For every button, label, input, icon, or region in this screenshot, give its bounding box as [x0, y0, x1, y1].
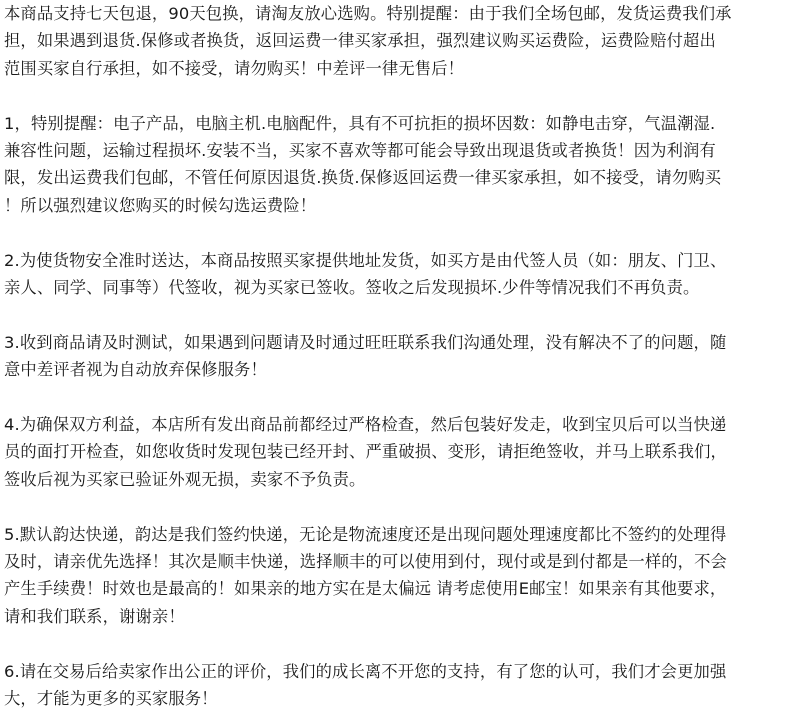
- text-line: 担，如果遇到退货.保修或者换货，返回运费一律买家承担，强烈建议购买运费险，运费险赔付超出: [4, 31, 716, 51]
- text-line: 及时，请亲优先选择！其次是顺丰快递，选择顺丰的可以使用到付，现付或是到付都是一样的，不会: [4, 552, 727, 572]
- text-line: 范围买家自行承担，如不接受，请勿购买！中差评一律无售后！: [4, 58, 465, 78]
- text-line: 6.请在交易后给卖家作出公正的评价，我们的成长离不开您的支持，有了您的认可，我们才会更加强: [4, 661, 727, 681]
- policy-item-6: [4, 658, 787, 712]
- text-line: 签收后视为买家已验证外观无损，卖家不予负责。: [4, 469, 366, 489]
- paragraph-spacer: [4, 493, 787, 520]
- policy-item-4: [4, 411, 787, 493]
- text-line: 2.为使货物安全准时送达，本商品按照买家提供地址发货，如买方是由代签人员（如：朋友、门卫、: [4, 250, 727, 270]
- policy-item-2: [4, 247, 787, 302]
- store-policy-notice: [4, 0, 787, 712]
- text-line: 本商品支持七天包退，90天包换，请淘友放心选购。特别提醒：由于我们全场包邮，发货运费我们承: [4, 4, 732, 23]
- text-line: 大，才能为更多的买家服务！: [4, 689, 218, 709]
- paragraph-spacer: [4, 82, 787, 109]
- paragraph-spacer: [4, 301, 787, 328]
- intro-paragraph: [4, 0, 787, 82]
- text-line: 请和我们联系，谢谢亲！: [4, 606, 185, 626]
- text-line: 3.收到商品请及时测试，如果遇到问题请及时通过旺旺联系我们沟通处理，没有解决不了的问题，随: [4, 332, 727, 352]
- text-line: 5.默认韵达快递，韵达是我们签约快递，无论是物流速度还是出现问题处理速度都比不签约的处理得: [4, 524, 727, 544]
- text-line: 限，发出运费我们包邮，不管任何原因退货.换货.保修返回运费一律买家承担，如不接受，请勿购买: [4, 168, 722, 188]
- text-line: ！所以强烈建议您购买的时候勾选运费险！: [4, 195, 317, 215]
- paragraph-spacer: [4, 630, 787, 657]
- text-line: 产生手续费！时效也是最高的！如果亲的地方实在是太偏远 请考虑使用E邮宝！如果亲有其他要求，: [4, 579, 727, 599]
- policy-item-5: [4, 521, 787, 631]
- paragraph-spacer: [4, 219, 787, 246]
- text-line: 1，特别提醒：电子产品，电脑主机.电脑配件，具有不可抗拒的损坏因数：如静电击穿，气温潮湿.: [4, 113, 716, 133]
- text-line: 员的面打开检查，如您收货时发现包装已经开封、严重破损、变形，请拒绝签收，并马上联系我们，: [4, 442, 727, 462]
- paragraph-spacer: [4, 384, 787, 411]
- policy-item-3: [4, 329, 787, 384]
- text-line: 4.为确保双方利益，本店所有发出商品前都经过严格检查，然后包装好发走，收到宝贝后可以当快递: [4, 415, 727, 435]
- text-line: 亲人、同学、同事等）代签收，视为买家已签收。签收之后发现损坏.少件等情况我们不再负责。: [4, 278, 700, 298]
- text-line: 兼容性问题，运输过程损坏.安装不当，买家不喜欢等都可能会导致出现退货或者换货！因为利润有: [4, 141, 716, 161]
- policy-item-1: [4, 110, 787, 220]
- text-line: 意中差评者视为自动放弃保修服务！: [4, 360, 267, 380]
